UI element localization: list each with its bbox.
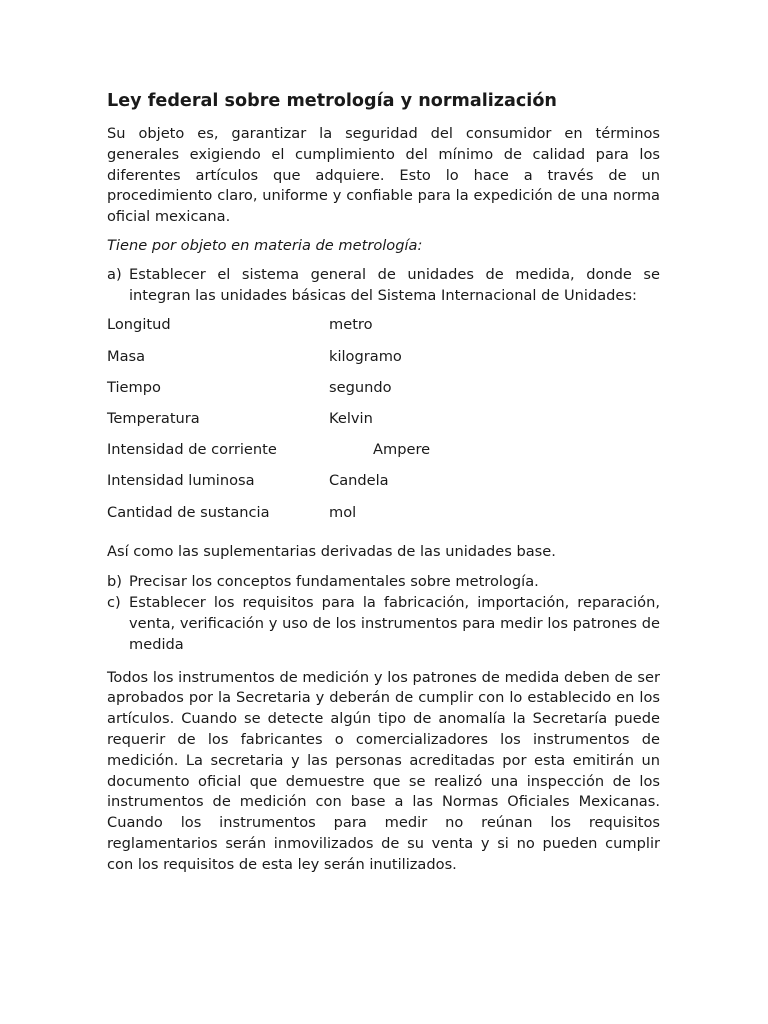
unit-quantity: Intensidad de corriente	[107, 441, 277, 459]
unit-quantity: Longitud	[107, 316, 171, 334]
unit-row	[107, 471, 660, 502]
unit-value: Ampere	[373, 441, 431, 459]
unit-value: Candela	[329, 472, 389, 490]
unit-value: Kelvin	[329, 409, 373, 427]
unit-value: segundo	[329, 378, 392, 396]
unit-row	[107, 409, 660, 440]
unit-quantity: Tiempo	[107, 378, 161, 396]
list-marker-b: b)	[107, 573, 122, 591]
list-marker-c: c)	[107, 594, 121, 612]
closing-paragraph: Todos los instrumentos de medición y los patrones de medida deben de ser aprobados por la Secretaria y deberán de cumplir con lo establecido en los artículos. Cuando se detecte algún tipo de anomalía la Secretaría puede requerir de los fabricantes o comercializadores los instrumentos de medición. La secretaria y las personas acreditadas por esta emitirán un documento oficial que demuestre que se realizó una inspección de los instrumentos de medición con base a las Normas Oficiales Mexicanas. Cuando los instrumentos para medir no reúnan los requisitos reglamentarios serán inmovilizados de su venta y si no pueden cumplir con los requisitos de esta ley serán inutilizados.	[107, 668, 660, 873]
list-bc	[107, 572, 660, 655]
list-marker-a: a)	[107, 265, 122, 283]
unit-row	[107, 315, 660, 346]
list-item-b	[107, 572, 660, 593]
suplementarias-paragraph: Así como las suplementarias derivadas de las unidades base.	[107, 542, 556, 560]
unit-quantity: Masa	[107, 347, 146, 365]
unit-row	[107, 347, 660, 378]
units-table	[107, 315, 660, 533]
list-text-c: Establecer los requisitos para la fabricación, importación, reparación, venta, verificación y uso de los instrumentos para medir los patrones de medida	[129, 594, 660, 653]
unit-row	[107, 378, 660, 409]
unit-value: kilogramo	[329, 347, 402, 365]
unit-quantity: Temperatura	[107, 409, 200, 427]
document-title: Ley federal sobre metrología y normalización	[107, 91, 557, 111]
list-item-a	[107, 265, 660, 307]
objective-heading: Tiene por objeto en materia de metrología:	[107, 236, 423, 254]
unit-value: metro	[329, 316, 373, 334]
document-page	[107, 88, 660, 886]
list-text-b: Precisar los conceptos fundamentales sobre metrología.	[129, 573, 539, 591]
list-item-c	[107, 593, 660, 655]
unit-row	[107, 503, 660, 534]
unit-quantity: Cantidad de sustancia	[107, 503, 270, 521]
unit-value: mol	[329, 503, 357, 521]
unit-row	[107, 440, 660, 471]
intro-paragraph: Su objeto es, garantizar la seguridad del consumidor en términos generales exigiendo el cumplimiento del mínimo de calidad para los diferentes artículos que adquiere. Esto lo hace a través de un procedimiento claro, uniforme y confiable para la expedición de una norma oficial mexicana.	[107, 125, 660, 226]
list-text-a: Establecer el sistema general de unidades de medida, donde se integran las unidades básicas del Sistema Internacional de Unidades:	[129, 265, 660, 304]
unit-quantity: Intensidad luminosa	[107, 472, 255, 490]
